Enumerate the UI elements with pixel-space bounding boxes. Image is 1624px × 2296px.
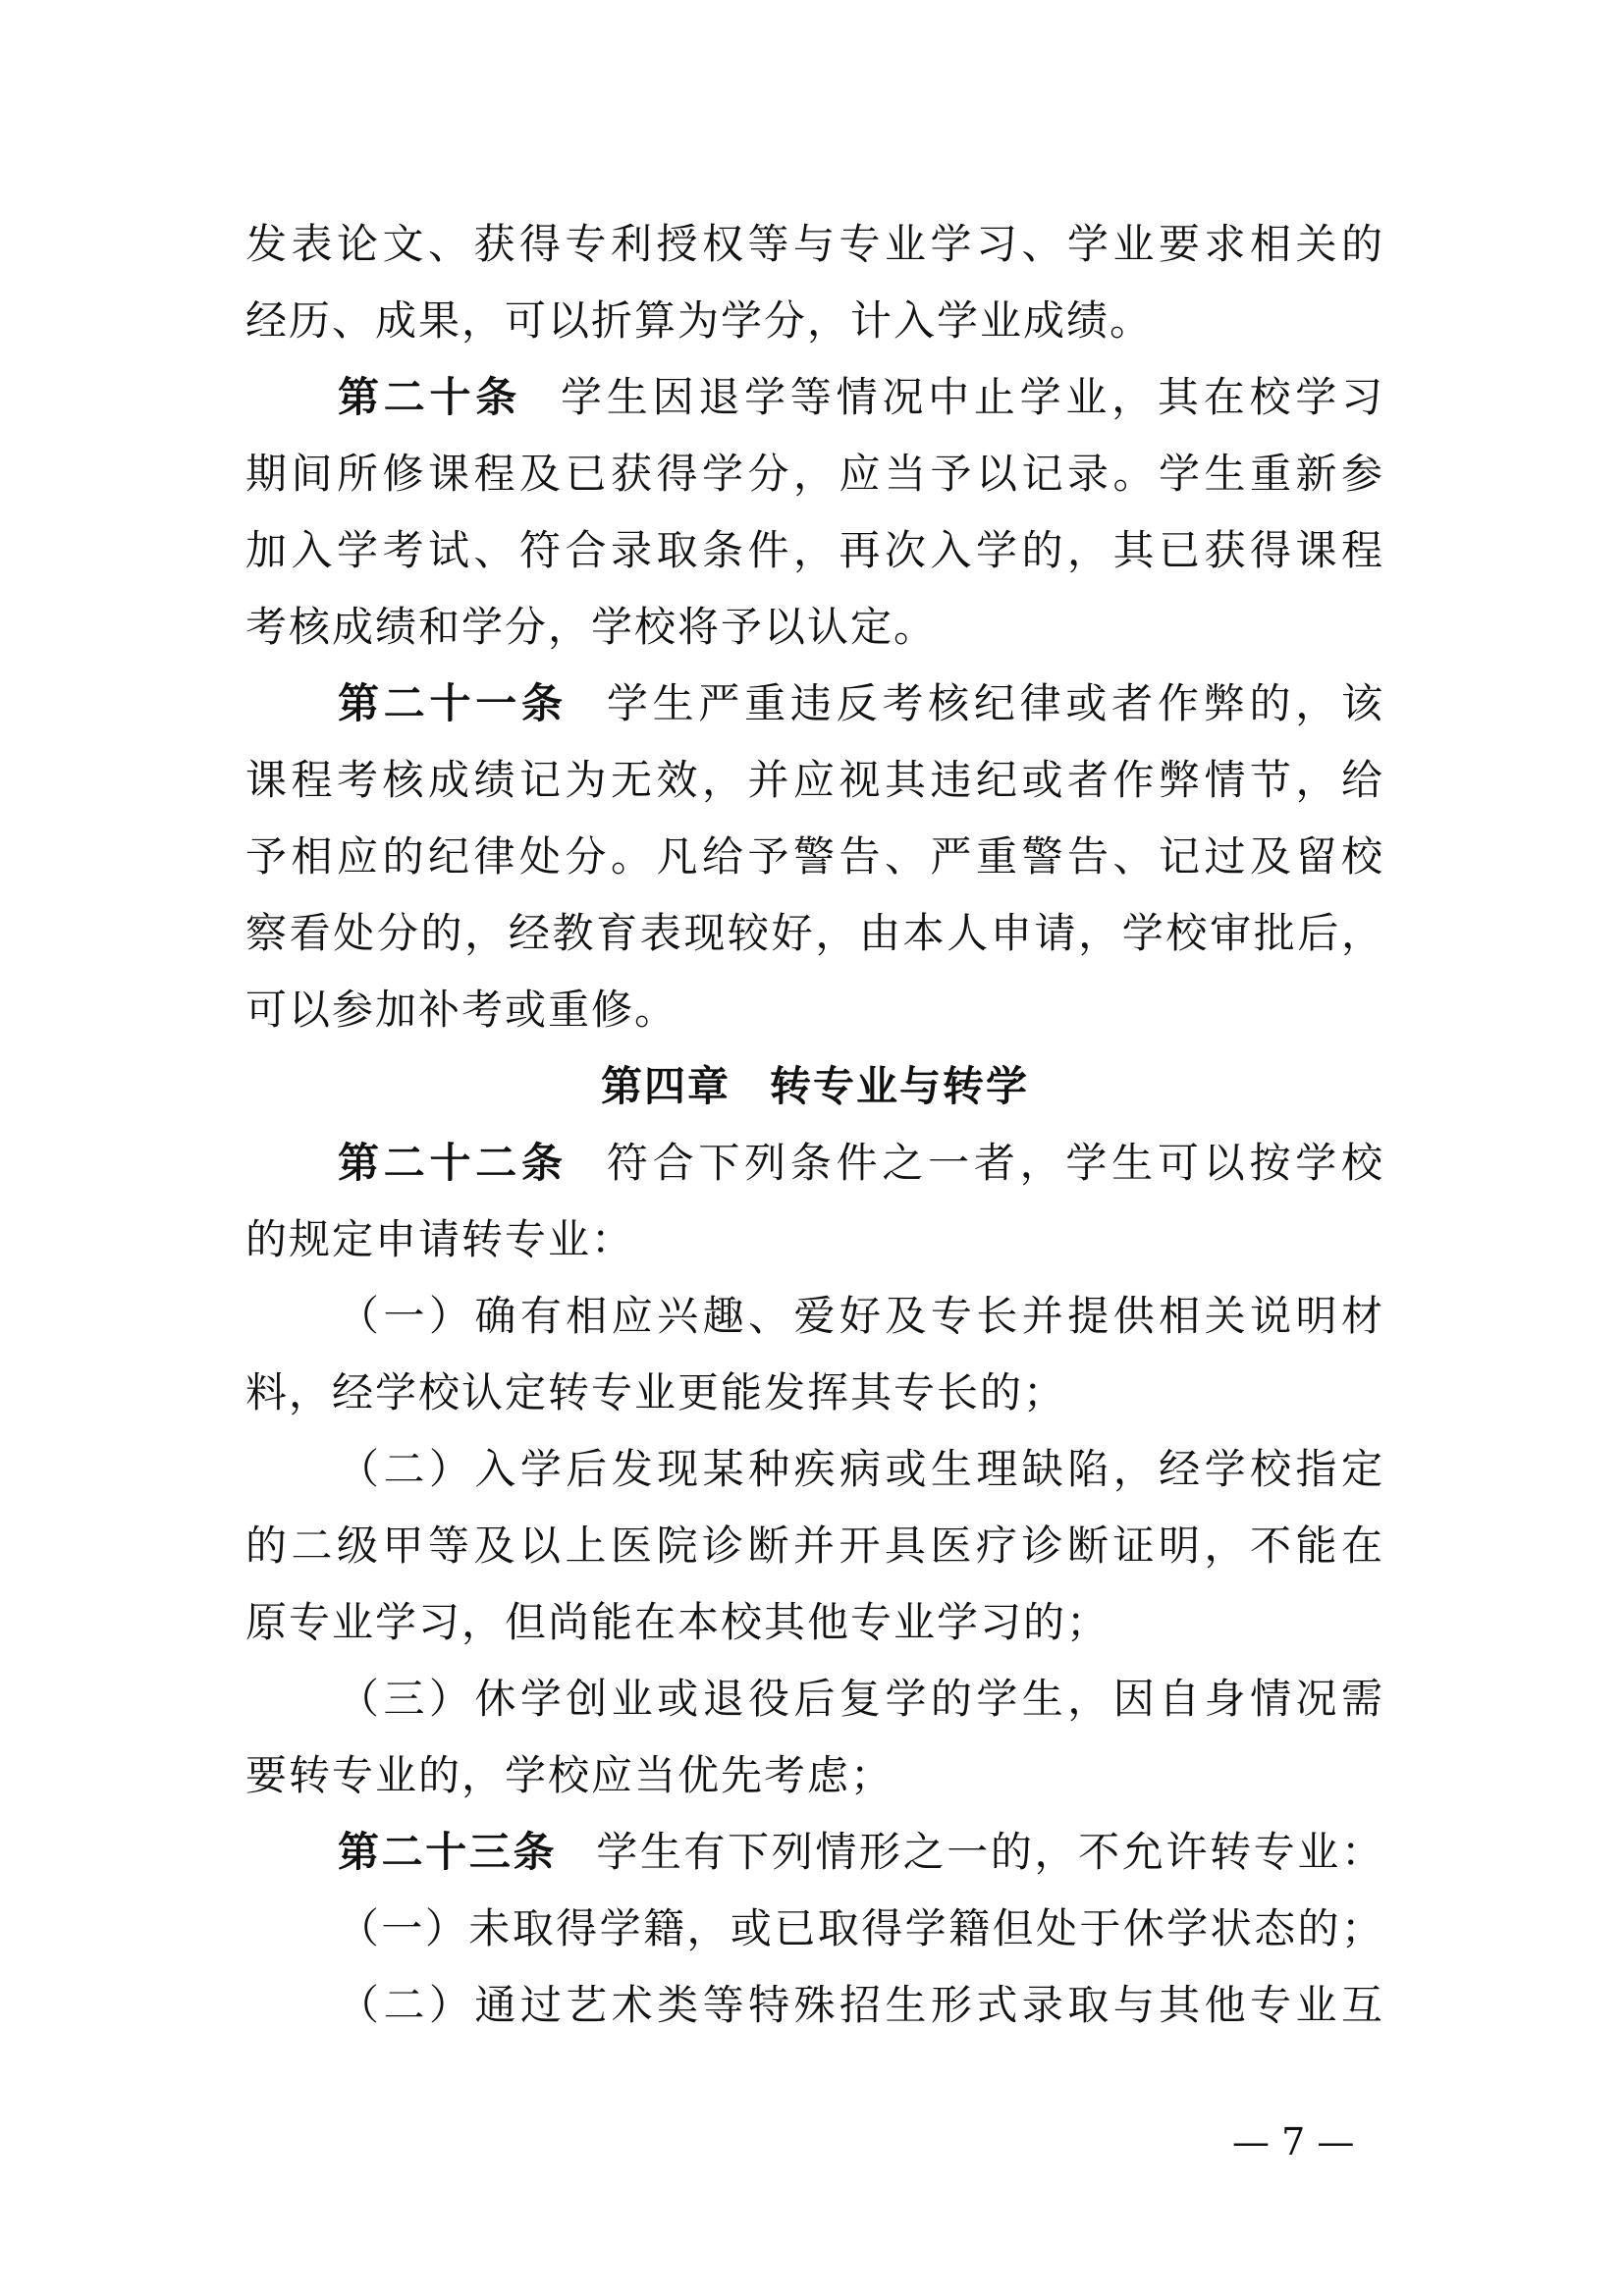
page-number: — 7 — xyxy=(1232,2120,1355,2163)
article-21-text: 学生严重违反考核纪律或者作弊的，该 xyxy=(606,679,1384,727)
chapter-number: 第四章 xyxy=(600,1062,731,1110)
text-line: 经历、成果，可以折算为学分，计入学业成绩。 xyxy=(245,296,1154,345)
article-20-label: 第二十条 xyxy=(338,373,522,421)
list-item: （三）休学创业或退役后复学的学生，因自身情况需 xyxy=(338,1675,1384,1723)
list-item: （二）入学后发现某种疾病或生理缺陷，经学校指定 xyxy=(338,1445,1384,1493)
text-line: 予相应的纪律处分。凡给予警告、严重警告、记过及留校 xyxy=(245,832,1384,881)
article-22-text: 符合下列条件之一者，学生可以按学校 xyxy=(606,1139,1384,1187)
text-line: 的二级甲等及以上医院诊断并开具医疗诊断证明，不能在 xyxy=(245,1522,1384,1570)
list-item: （二）通过艺术类等特殊招生形式录取与其他专业互 xyxy=(338,1981,1384,2029)
text-line: 发表论文、获得专利授权等与专业学习、学业要求相关的 xyxy=(245,220,1384,268)
list-item: （一）未取得学籍，或已取得学籍但处于休学状态的； xyxy=(338,1904,1384,1952)
article-22-label: 第二十二条 xyxy=(338,1139,568,1187)
article-20-first-line xyxy=(245,359,1384,436)
article-22-first-line xyxy=(245,1125,1384,1201)
text-line: 考核成绩和学分，学校将予以认定。 xyxy=(245,603,938,651)
text-line: 课程考核成绩记为无效，并应视其违纪或者作弊情节，给 xyxy=(245,756,1384,804)
text-line: 原专业学习，但尚能在本校其他专业学习的； xyxy=(245,1598,1110,1646)
text-line: 可以参加补考或重修。 xyxy=(245,986,678,1034)
article-21-first-line xyxy=(245,666,1384,742)
text-line: 加入学考试、符合录取条件，再次入学的，其已获得课程 xyxy=(245,526,1384,574)
text-line: 料，经学校认定转专业更能发挥其专长的； xyxy=(245,1368,1067,1416)
text-line: 期间所修课程及已获得学分，应当予以记录。学生重新参 xyxy=(245,450,1384,498)
article-21-label: 第二十一条 xyxy=(338,679,568,727)
list-item: （一）确有相应兴趣、爱好及专长并提供相关说明材 xyxy=(338,1292,1384,1340)
article-23-label: 第二十三条 xyxy=(338,1828,558,1876)
document-body xyxy=(245,206,1384,2044)
article-23-text: 学生有下列情形之一的，不允许转专业： xyxy=(596,1828,1384,1876)
text-line: 要转专业的，学校应当优先考虑； xyxy=(245,1751,894,1799)
article-20-text: 学生因退学等情况中止学业，其在校学习 xyxy=(561,373,1384,421)
chapter-heading xyxy=(245,1048,1384,1125)
text-line: 察看处分的，经教育表现较好，由本人申请，学校审批后， xyxy=(245,909,1384,957)
chapter-title: 转专业与转学 xyxy=(770,1062,1030,1110)
text-line: 的规定申请转专业： xyxy=(245,1215,635,1263)
article-23-first-line xyxy=(245,1814,1384,1891)
